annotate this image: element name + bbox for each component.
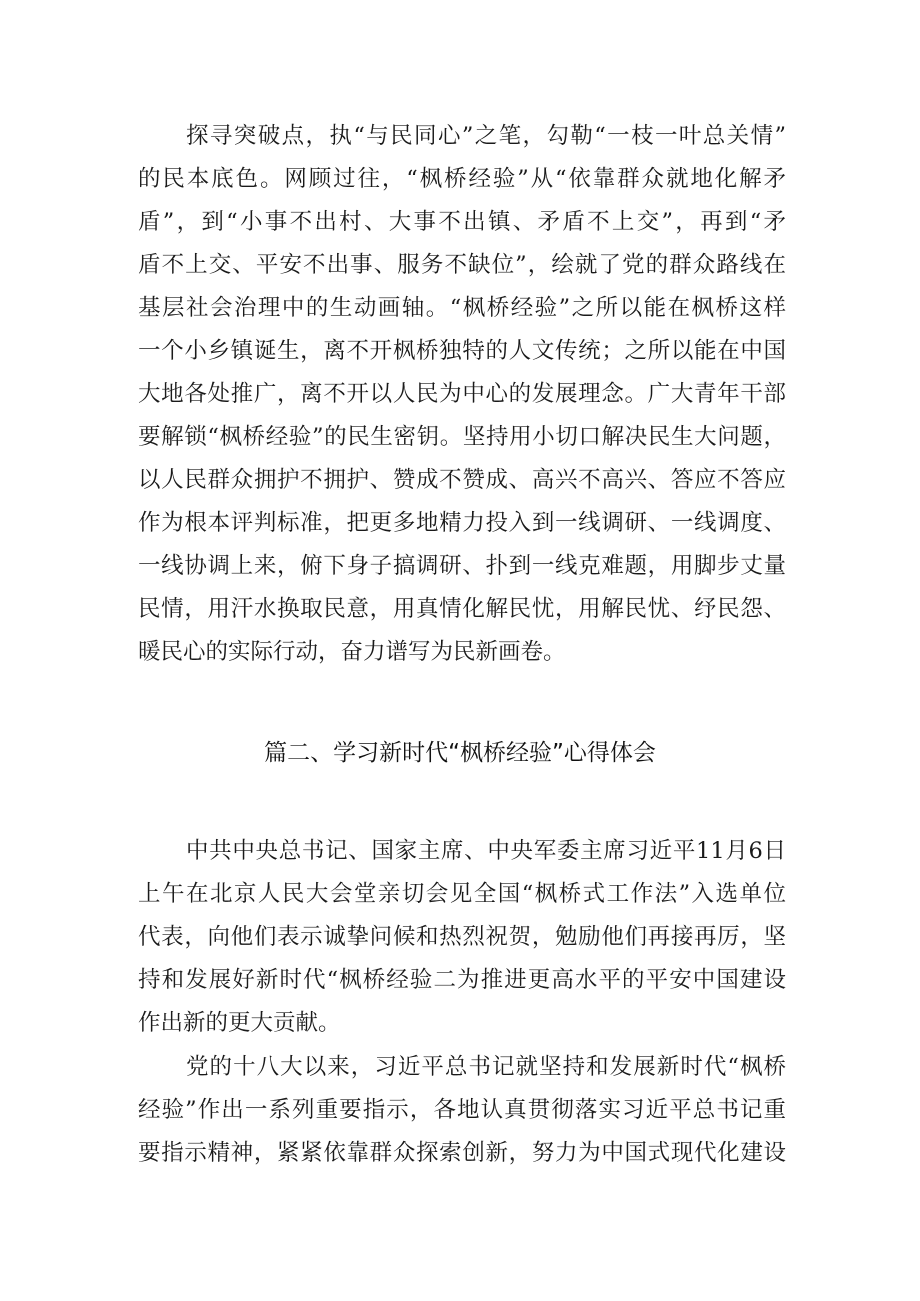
paragraph-2-line-3: 代表，向他们表示诚挚问候和热烈祝贺，勉励他们再接再厉，坚 bbox=[138, 924, 786, 950]
paragraph-1-line-5: 基层社会治理中的生动画轴。“枫桥经验”之所以能在枫桥这样 bbox=[138, 295, 786, 321]
paragraph-1-line-11: 一线协调上来，俯下身子搞调研、扑到一线克难题，用脚步丈量 bbox=[138, 553, 786, 579]
paragraph-1-line-1: 探寻突破点，执“与民同心”之笔，勾勒“一枝一叶总关情” bbox=[186, 123, 786, 149]
paragraph-3-line-2: 经验”作出一系列重要指示，各地认真贯彻落实习近平总书记重 bbox=[138, 1097, 786, 1123]
paragraph-1-line-13: 暖民心的实际行动，奋力谱写为民新画卷。 bbox=[138, 639, 566, 665]
paragraph-1-line-10: 作为根本评判标准，把更多地精力投入到一线调研、一线调度、 bbox=[138, 510, 786, 536]
section-heading: 篇二、学习新时代“枫桥经验”心得体会 bbox=[264, 740, 656, 766]
paragraph-2-line-1: 中共中央总书记、国家主席、中央军委主席习近平11月6日 bbox=[186, 838, 786, 864]
paragraph-1-line-12: 民情，用汗水换取民意，用真情化解民忧，用解民忧、纾民怨、 bbox=[138, 596, 786, 622]
paragraph-2-line-2: 上午在北京人民大会堂亲切会见全国“枫桥式工作法”入选单位 bbox=[138, 881, 786, 907]
paragraph-1-line-3: 盾”，到“小事不出村、大事不出镇、矛盾不上交”，再到“矛 bbox=[138, 209, 786, 235]
paragraph-3-line-3: 要指示精神，紧紧依靠群众探索创新，努力为中国式现代化建设 bbox=[138, 1140, 786, 1166]
paragraph-1-line-4: 盾不上交、平安不出事、服务不缺位”，绘就了党的群众路线在 bbox=[138, 252, 786, 278]
paragraph-3-line-1: 党的十八大以来，习近平总书记就坚持和发展新时代“枫桥 bbox=[186, 1054, 786, 1080]
paragraph-2-line-5: 作出新的更大贡献。 bbox=[138, 1010, 341, 1036]
paragraph-1-line-6: 一个小乡镇诞生，离不开枫桥独特的人文传统；之所以能在中国 bbox=[138, 338, 786, 364]
paragraph-1-line-2: 的民本底色。网顾过往，“枫桥经验”从“依靠群众就地化解矛 bbox=[138, 166, 786, 192]
paragraph-2-line-4: 持和发展好新时代“枫桥经验二为推进更高水平的平安中国建设 bbox=[138, 967, 786, 993]
paragraph-1-line-7: 大地各处推广，离不开以人民为中心的发展理念。广大青年干部 bbox=[138, 381, 786, 407]
paragraph-1-line-8: 要解锁“枫桥经验”的民生密钥。坚持用小切口解决民生大问题， bbox=[138, 424, 786, 450]
paragraph-1-line-9: 以人民群众拥护不拥护、赞成不赞成、高兴不高兴、答应不答应 bbox=[138, 467, 786, 493]
